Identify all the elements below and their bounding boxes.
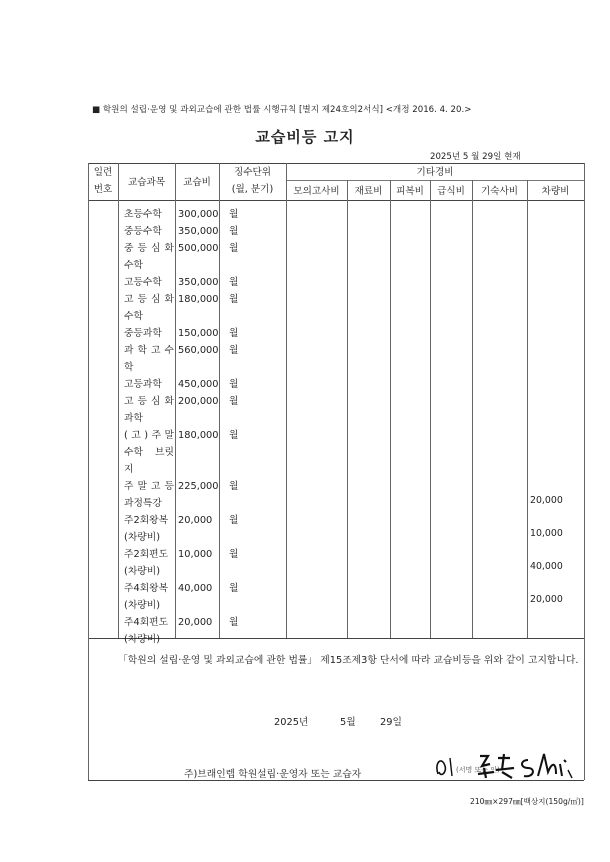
course-name: [124, 223, 174, 240]
collection-unit: 월: [229, 294, 239, 305]
course-name-line: 수학 브릿: [124, 447, 174, 458]
notice-year: 2025년: [274, 717, 309, 728]
handwritten-signature-icon: [432, 748, 582, 784]
course-name-line: 중 등 심 화: [124, 243, 174, 254]
notice-day: 29일: [380, 717, 402, 728]
course-name-line: 과정특강: [124, 498, 162, 509]
course-name-line: 고등과학: [124, 379, 162, 390]
course-name: [124, 325, 174, 342]
notice-month: 5월: [340, 717, 356, 728]
other-header-divider: [286, 180, 584, 181]
course-name-line: 주4회왕복: [124, 583, 169, 594]
table-top-border: [88, 163, 584, 164]
header-dormitory-fee: 기숙사비: [480, 186, 519, 197]
legal-notice: 「학원의 설립·운영 및 과외교습에 관한 법률」 제15조제3항 단서에 따라 교습비등을 위와 같이 고지합니다.: [118, 655, 579, 666]
col-divider: [527, 180, 528, 638]
course-name: [124, 427, 174, 478]
fee-value: 200,000: [178, 396, 219, 407]
header-collection-unit: [219, 166, 286, 196]
course-name-line: 주 말 고 등: [124, 481, 174, 492]
signature: [432, 748, 582, 788]
course-name-line: (차량비): [124, 532, 161, 543]
collection-unit: 월: [229, 226, 239, 237]
vehicle-fee-value: 40,000: [530, 561, 563, 572]
course-name: [124, 342, 174, 376]
course-name-line: 학: [124, 362, 134, 373]
collection-unit: 월: [229, 243, 239, 254]
header-serial-line1: 일련: [93, 167, 113, 178]
header-mock-exam-fee: 모의고사비: [293, 186, 340, 197]
fee-value: 225,000: [178, 481, 219, 492]
header-meal-fee: 급식비: [437, 186, 465, 197]
course-name: [124, 240, 174, 274]
header-unit-line1: 징수단위: [233, 167, 272, 178]
course-name-line: 고 등 심 화: [124, 396, 174, 407]
header-bottom-border: [88, 200, 584, 201]
course-name: [124, 274, 174, 291]
header-serial-no: [88, 166, 118, 196]
vehicle-fee-value: 20,000: [530, 495, 563, 506]
fee-value: 560,000: [178, 345, 219, 356]
collection-unit: 월: [229, 209, 239, 220]
collection-unit: 월: [229, 277, 239, 288]
collection-unit: 월: [229, 328, 239, 339]
course-name-line: (차량비): [124, 634, 161, 645]
collection-unit: 월: [229, 481, 239, 492]
fee-value: 300,000: [178, 209, 219, 220]
collection-unit: 월: [229, 345, 239, 356]
col-divider: [175, 163, 176, 638]
col-divider: [430, 180, 431, 638]
col-divider: [286, 163, 287, 638]
collection-unit: 월: [229, 583, 239, 594]
course-name-line: 수학: [124, 260, 143, 271]
course-name-line: 주2회편도: [124, 549, 169, 560]
fee-value: 500,000: [178, 243, 219, 254]
fee-value: 10,000: [178, 549, 213, 560]
collection-unit: 월: [229, 396, 239, 407]
course-name: [124, 393, 174, 427]
course-name-line: 중등수학: [124, 226, 162, 237]
header-fee: 교습비: [183, 177, 211, 188]
col-divider: [118, 163, 119, 638]
header-serial-line2: 번호: [93, 184, 113, 195]
fee-value: 20,000: [178, 515, 213, 526]
course-name-line: ( 고 ) 주 말: [124, 430, 174, 441]
fee-value: 150,000: [178, 328, 219, 339]
course-name-line: 지: [124, 464, 134, 475]
header-uniform-fee: 피복비: [396, 186, 424, 197]
col-divider: [390, 180, 391, 638]
course-name-line: 고등수학: [124, 277, 162, 288]
course-name-line: 과학: [124, 413, 143, 424]
course-name: [124, 478, 174, 512]
signer-name: 주)브래인렙 학원설립·운영자 또는 교습자: [184, 769, 362, 780]
course-name-line: 주4회편도: [124, 617, 169, 628]
course-name-line: 주2회왕복: [124, 515, 169, 526]
col-divider: [219, 163, 220, 638]
course-name-line: 수학: [124, 311, 143, 322]
collection-unit: 월: [229, 430, 239, 441]
box-left-border: [88, 163, 89, 780]
header-unit-line2: (월, 분기): [231, 184, 274, 195]
paper-size-note: 210㎜×297㎜[백상지(150g/㎡)]: [470, 797, 584, 806]
header-vehicle-fee: 차량비: [541, 186, 570, 197]
course-name: [124, 291, 174, 325]
course-name-line: 초등수학: [124, 209, 162, 220]
vehicle-fee-value: 10,000: [530, 528, 563, 539]
course-name: [124, 614, 174, 648]
document-title: 교습비등 고지: [255, 128, 355, 146]
fee-value: 350,000: [178, 226, 219, 237]
fee-value: 40,000: [178, 583, 213, 594]
box-right-border: [584, 163, 585, 780]
collection-unit: 월: [229, 515, 239, 526]
collection-unit: 월: [229, 379, 239, 390]
course-name: [124, 546, 174, 580]
fee-value: 350,000: [178, 277, 219, 288]
collection-unit: 월: [229, 549, 239, 560]
course-name-line: 중등과학: [124, 328, 162, 339]
col-divider: [347, 180, 348, 638]
form-reference-note: ■ 학원의 설립·운영 및 과외교습에 관한 법률 시행규칙 [별지 제24호의2서식] <개정 2016. 4. 20.>: [92, 105, 472, 115]
course-name: [124, 580, 174, 614]
course-name-line: 고 등 심 화: [124, 294, 174, 305]
fee-value: 180,000: [178, 430, 219, 441]
col-divider: [472, 180, 473, 638]
fee-value: 20,000: [178, 617, 213, 628]
signature-label: (서명 또는 인): [456, 766, 500, 774]
vehicle-fee-value: 20,000: [530, 594, 563, 605]
course-name-line: (차량비): [124, 566, 161, 577]
fee-value: 450,000: [178, 379, 219, 390]
header-material-fee: 재료비: [354, 186, 383, 197]
header-other-expenses: 기타경비: [416, 167, 454, 178]
collection-unit: 월: [229, 617, 239, 628]
course-name-line: 과 학 고 수: [124, 345, 174, 356]
course-name-line: (차량비): [124, 600, 161, 611]
course-name: [124, 376, 174, 393]
course-name: [124, 206, 174, 223]
header-course: 교습과목: [127, 177, 166, 188]
as-of-date: 2025년 5 월 29일 현재: [430, 152, 521, 162]
course-name: [124, 512, 174, 546]
fee-value: 180,000: [178, 294, 219, 305]
